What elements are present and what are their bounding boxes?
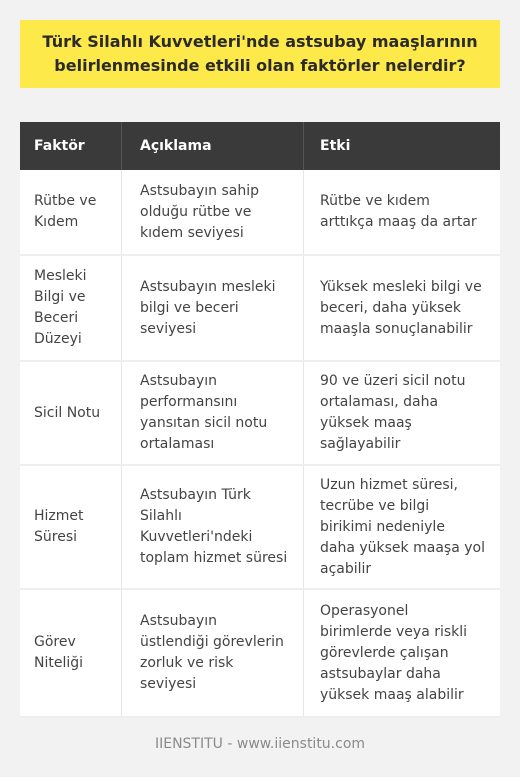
- effect-cell: [304, 256, 500, 360]
- factor-cell-line: Kıdem: [34, 214, 79, 230]
- effect-cell: [304, 170, 500, 254]
- factor-cell: [20, 466, 122, 588]
- description-cell-line: Astsubayın Türk: [140, 487, 251, 503]
- title-line-1: Türk Silahlı Kuvvetleri'nde astsubay maaşlarının: [42, 32, 478, 51]
- table-header-row: [20, 122, 500, 170]
- effect-cell-line: birimlerde veya riskli: [320, 623, 468, 640]
- table-body: [20, 170, 500, 718]
- effect-cell-line: arttıkça maaş da artar: [320, 214, 477, 230]
- effect-cell: [304, 362, 500, 464]
- table-row: [20, 466, 500, 590]
- description-cell-line: toplam hizmet süresi: [140, 550, 288, 566]
- effect-cell-line: beceri, daha yüksek: [320, 299, 462, 316]
- header-effect: Etki: [320, 137, 351, 154]
- description-cell-line: Astsubayın: [140, 613, 218, 629]
- factors-table: [20, 122, 500, 718]
- factor-cell-line: Hizmet: [34, 508, 84, 524]
- effect-cell-line: sağlayabilir: [320, 436, 401, 452]
- factor-cell-line: Beceri: [34, 310, 79, 326]
- factor-cell: [20, 362, 122, 464]
- title-box: [20, 20, 500, 88]
- footer-credit: IIENSTITU - www.iienstitu.com: [154, 736, 366, 752]
- title-line-2: belirlenmesinde etkili olan faktörler nelerdir?: [54, 56, 466, 75]
- description-cell-line: ortalaması: [140, 436, 215, 452]
- page-title: [42, 30, 477, 78]
- header-factor: Faktör: [20, 122, 122, 170]
- effect-cell-line: tecrübe ve bilgi: [320, 497, 430, 514]
- description-cell-line: Kuvvetleri'ndeki: [140, 529, 253, 545]
- factor-cell-line: Niteliği: [34, 655, 84, 671]
- effect-cell-line: daha yüksek maaşa yol: [320, 539, 485, 556]
- table-row: [20, 362, 500, 466]
- description-cell-line: olduğu rütbe ve: [140, 203, 252, 220]
- effect-cell-line: birikimi nedeniyle: [320, 518, 445, 535]
- factor-cell-line: Rütbe ve: [34, 193, 97, 209]
- description-cell-line: bilgi ve beceri: [140, 299, 239, 316]
- effect-cell: [304, 590, 500, 716]
- table-row: [20, 256, 500, 362]
- table-row: [20, 170, 500, 256]
- description-cell: [122, 256, 304, 360]
- description-cell-line: Silahlı: [140, 508, 182, 524]
- factor-cell-line: Düzeyi: [34, 331, 82, 347]
- description-cell-line: üstlendiği görevlerin: [140, 634, 284, 650]
- description-cell-line: Astsubayın: [140, 373, 218, 389]
- effect-cell-line: 90 ve üzeri sicil notu: [320, 373, 466, 389]
- effect-cell-line: görevlerde çalışan: [320, 644, 449, 661]
- effect-cell-line: astsubaylar daha: [320, 665, 441, 682]
- description-cell: [122, 466, 304, 588]
- factor-cell-line: Bilgi ve: [34, 289, 86, 305]
- description-cell: [122, 590, 304, 716]
- description-cell-line: Astsubayın mesleki: [140, 278, 276, 295]
- factor-cell-line: Süresi: [34, 529, 78, 545]
- description-cell-line: Astsubayın sahip: [140, 182, 260, 199]
- effect-cell-line: yüksek maaş alabilir: [320, 686, 464, 703]
- effect-cell-line: açabilir: [320, 560, 372, 577]
- factor-cell: [20, 590, 122, 716]
- factor-cell-line: Sicil Notu: [34, 404, 101, 421]
- effect-cell-line: ortalaması, daha: [320, 394, 439, 410]
- effect-cell-line: Yüksek mesleki bilgi ve: [320, 278, 482, 295]
- description-cell-line: yansıtan sicil notu: [140, 415, 268, 431]
- factor-cell-line: Görev: [34, 634, 76, 650]
- factor-cell: [20, 256, 122, 360]
- effect-cell-line: Operasyonel: [320, 602, 409, 619]
- effect-cell-line: Rütbe ve kıdem: [320, 193, 430, 209]
- factor-cell: [20, 170, 122, 254]
- effect-cell-line: maaşla sonuçlanabilir: [320, 320, 473, 337]
- factor-cell-line: Mesleki: [34, 268, 87, 284]
- effect-cell: [304, 466, 500, 588]
- effect-cell-line: yüksek maaş: [320, 415, 412, 431]
- description-cell: [122, 362, 304, 464]
- description-cell-line: seviyesi: [140, 676, 197, 692]
- description-cell: [122, 170, 304, 254]
- table-row: [20, 590, 500, 718]
- effect-cell-line: Uzun hizmet süresi,: [320, 476, 458, 493]
- description-cell-line: performansını: [140, 394, 238, 410]
- description-cell-line: kıdem seviyesi: [140, 224, 244, 241]
- header-description: Açıklama: [122, 122, 304, 170]
- description-cell-line: seviyesi: [140, 320, 197, 337]
- description-cell-line: zorluk ve risk: [140, 655, 234, 671]
